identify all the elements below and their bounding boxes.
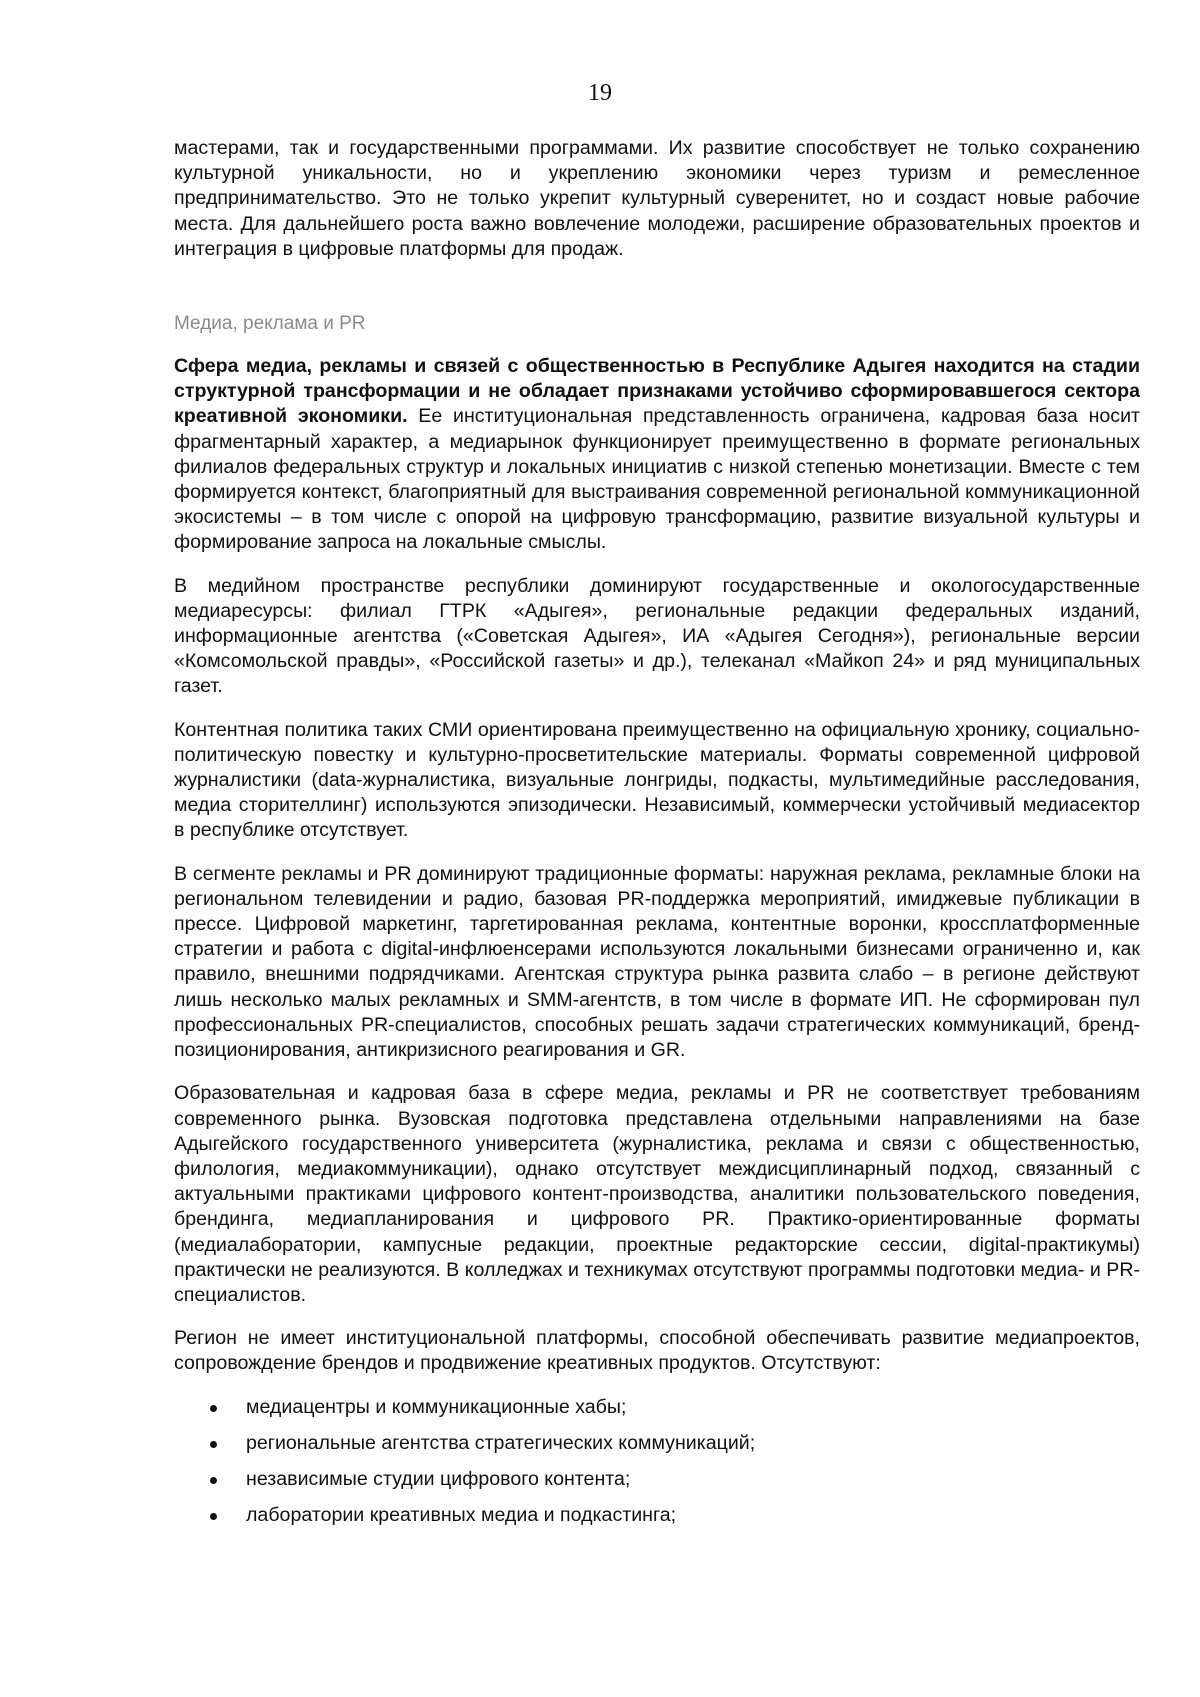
section-heading: Медиа, реклама и PR	[174, 313, 366, 335]
bullet-icon	[210, 1477, 217, 1484]
list-item-text: лаборатории креативных медиа и подкастинга;	[246, 1504, 677, 1527]
bullet-icon	[210, 1405, 217, 1412]
paragraph-education: Образовательная и кадровая база в сфере медиа, рекламы и PR не соответствует требованиям современного рынка. Вузовская подготовка представлена отдельными направлениями на базе Адыгейского государственного университета (журналистика, реклама и связи с общественностью, филология, медиакоммуникации), однако отсутствует междисциплинарный подход, связанный с актуальными практиками цифрового контент-производства, аналитики пользовательского поведения, брендинга, медиапланирования и цифрового PR. Практико-ориентированные форматы (медиалаборатории, кампусные редакции, проектные редакторские сессии, digital-практикумы) практически не реализуются. В колледжах и техникумах отсутствуют программы подготовки медиа- и PR-специалистов.	[174, 1082, 1140, 1306]
bullet-icon	[210, 1441, 217, 1448]
intro-paragraph: мастерами, так и государственными программами. Их развитие способствует не только сохранению культурной уникальности, но и укреплению экономики через туризм и ремесленное предпринимательство. Это не только укрепит культурный суверенитет, но и создаст новые рабочие места. Для дальнейшего роста важно вовлечение молодежи, расширение образовательных проектов и интеграция в цифровые платформы для продаж.	[174, 137, 1140, 260]
list-item-text: независимые студии цифрового контента;	[246, 1467, 631, 1490]
list-item-text: региональные агентства стратегических коммуникаций;	[246, 1431, 756, 1454]
paragraph-content-policy: Контентная политика таких СМИ ориентирована преимущественно на официальную хронику, социально-политическую повестку и культурно-просветительские материалы. Форматы современной цифровой журналистики (data-журналистика, визуальные лонгриды, подкасты, мультимедийные расследования, медиа сторителлинг) используются эпизодически. Независимый, коммерчески устойчивый медиасектор в республике отсутствует.	[174, 718, 1140, 842]
list-item	[174, 1467, 1140, 1492]
paragraph-media-outlets: В медийном пространстве республики доминируют государственные и окологосударственные медиаресурсы: филиал ГТРК «Адыгея», региональные редакции федеральных изданий, информационные агентства («Советская Адыгея», ИА «Адыгея Сегодня»), региональные версии «Комсомольской правды», «Российской газеты» и др.), телеканал «Майкоп 24» и ряд муниципальных газет.	[174, 574, 1140, 698]
list-item	[174, 1503, 1140, 1528]
bullet-list	[174, 1395, 1140, 1529]
lead-paragraph	[174, 354, 1140, 556]
list-item-text: медиацентры и коммуникационные хабы;	[246, 1395, 627, 1418]
bullet-icon	[210, 1513, 217, 1520]
document-body	[174, 136, 1140, 1539]
page-number: 19	[588, 80, 612, 106]
list-item	[174, 1395, 1140, 1420]
lead-paragraph-regular: Ее институциональная представленность ограничена, кадровая база носит фрагментарный характер, а медиарынок функционирует преимущественно в формате региональных филиалов федеральных структур и локальных инициатив с низкой степенью монетизации. Вместе с тем формируется контекст, благоприятный для выстраивания современной региональной коммуникационной экосистемы – в том числе с опорой на цифровую трансформацию, развитие визуальной культуры и формирование запроса на локальные смыслы.	[174, 405, 1141, 554]
lead-paragraph-bold: Сфера медиа, рекламы и связей с общественностью в Республике Адыгея находится на стадии структурной трансформации и не обладает признаками устойчиво сформировавшегося сектора креативной экономики.	[174, 355, 1140, 428]
paragraph-platform: Регион не имеет институциональной платформы, способной обеспечивать развитие медиапроектов, сопровождение брендов и продвижение креативных продуктов. Отсутствуют:	[174, 1327, 1140, 1375]
paragraph-advertising-pr: В сегменте рекламы и PR доминируют традиционные форматы: наружная реклама, рекламные блоки на региональном телевидении и радио, базовая PR-поддержка мероприятий, имиджевые публикации в прессе. Цифровой маркетинг, таргетированная реклама, контентные воронки, кроссплатформенные стратегии и работа с digital-инфлюенсерами используются локальными бизнесами ограниченно и, как правило, внешними подрядчиками. Агентская структура рынка развита слабо – в регионе действуют лишь несколько малых рекламных и SMM-агентств, в том числе в формате ИП. Не сформирован пул профессиональных PR-специалистов, способных решать задачи стратегических коммуникаций, бренд-позиционирования, антикризисного реагирования и GR.	[174, 862, 1140, 1062]
list-item	[174, 1431, 1140, 1456]
